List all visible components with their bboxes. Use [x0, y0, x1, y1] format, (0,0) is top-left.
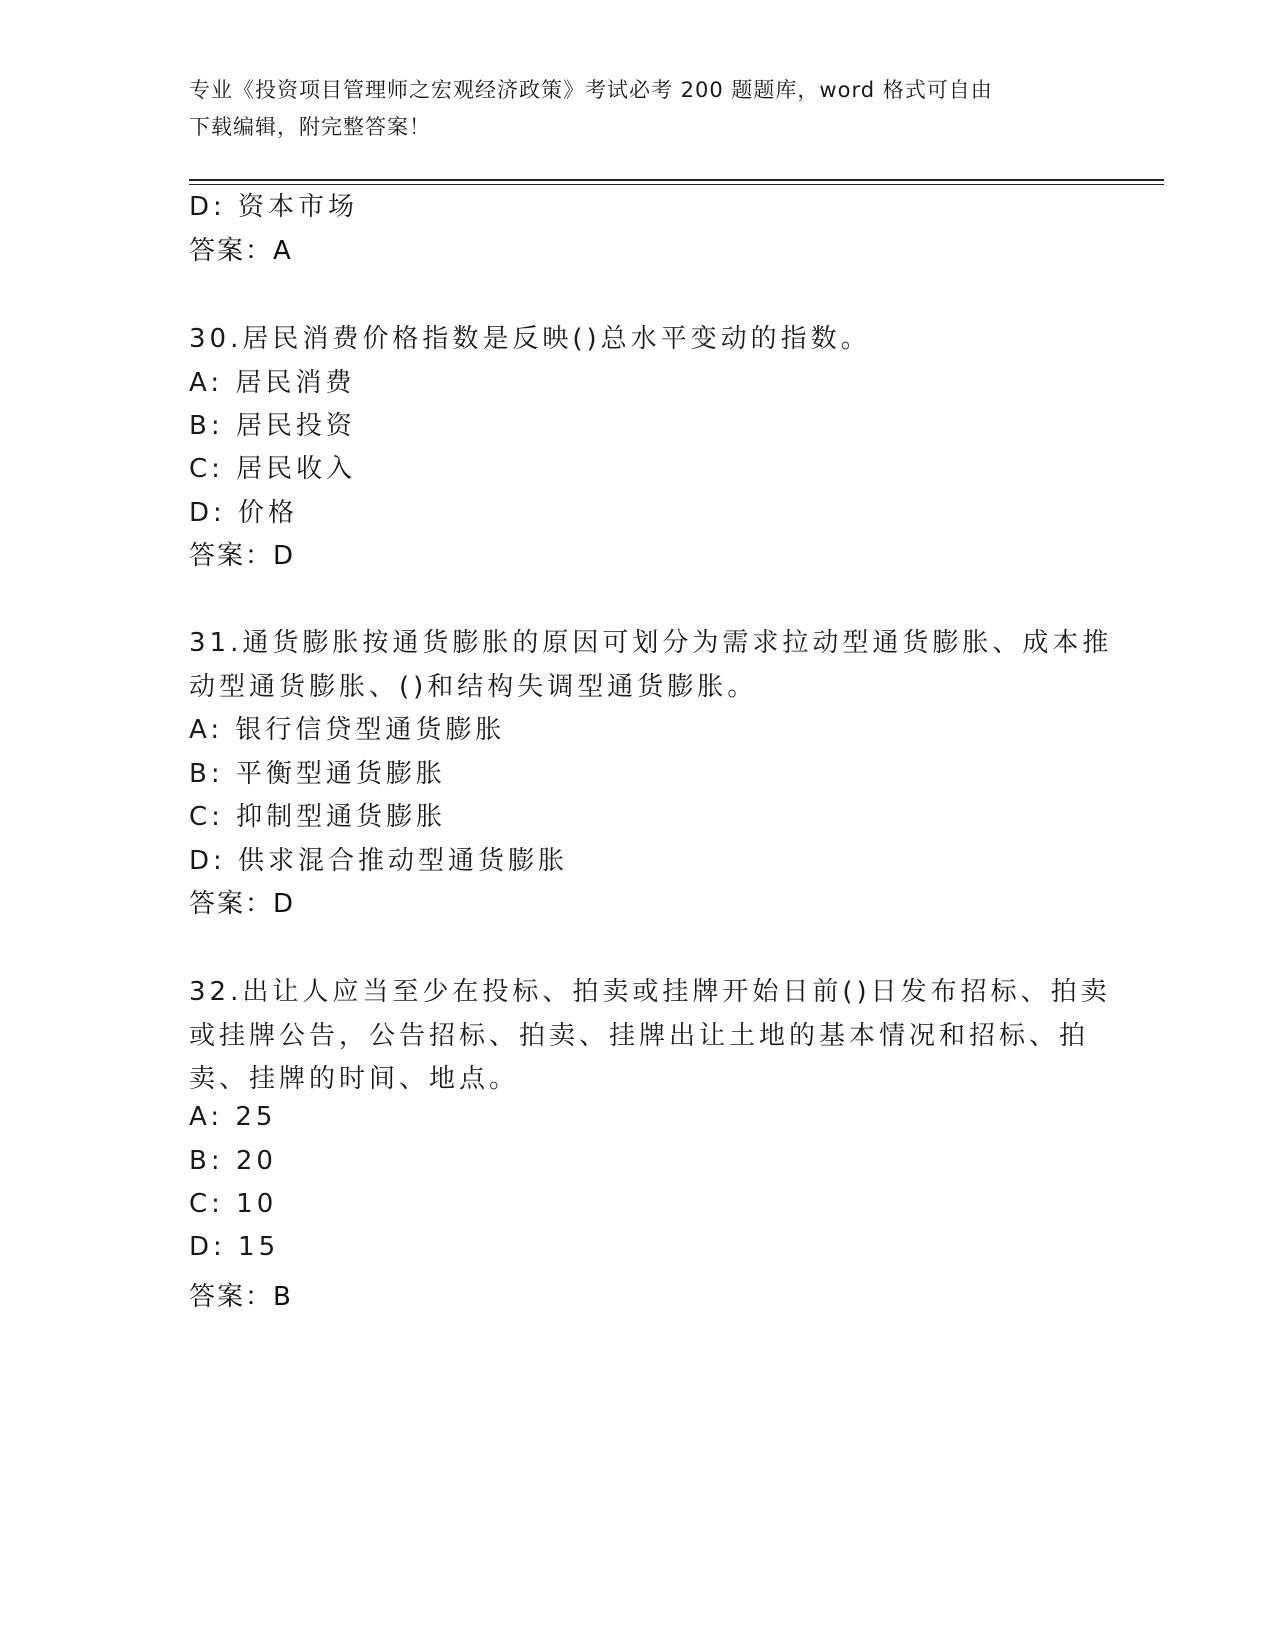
option-c: C: 抑制型通货膨胀 — [189, 802, 447, 832]
header-divider-thin — [189, 184, 1164, 185]
answer-value: D — [273, 889, 296, 919]
option-d: D: 资本市场 — [189, 192, 359, 222]
option-d: D: 供求混合推动型通货膨胀 — [189, 846, 569, 876]
option-c: C: 居民收入 — [189, 454, 357, 484]
question-stem: 32.出让人应当至少在投标、拍卖或挂牌开始日前()日发布招标、拍卖 — [189, 977, 1111, 1007]
option-b: B: 居民投资 — [189, 411, 356, 441]
option-d: D: 价格 — [189, 498, 299, 528]
answer-line — [189, 1276, 293, 1313]
answer-label: 答案： — [189, 541, 274, 571]
option-b: B: 20 — [189, 1146, 277, 1176]
answer-line — [189, 230, 293, 267]
answer-line — [189, 535, 295, 572]
answer-value: B — [273, 1282, 293, 1312]
answer-value: A — [273, 236, 293, 266]
question-stem: 卖、挂牌的时间、地点。 — [189, 1064, 520, 1094]
option-c: C: 10 — [189, 1189, 278, 1219]
question-stem: 或挂牌公告，公告招标、拍卖、挂牌出让土地的基本情况和招标、拍 — [189, 1021, 1090, 1051]
answer-line — [189, 883, 295, 920]
question-stem: 31.通货膨胀按通货膨胀的原因可划分为需求拉动型通货膨胀、成本推 — [189, 628, 1113, 658]
option-a: A: 25 — [189, 1102, 277, 1132]
question-stem: 动型通货膨胀、()和结构失调型通货膨胀。 — [189, 672, 758, 702]
answer-value: D — [273, 541, 296, 571]
option-a: A: 银行信贷型通货膨胀 — [189, 715, 506, 745]
answer-label: 答案： — [189, 1282, 274, 1312]
page-header — [189, 72, 1089, 146]
option-a: A: 居民消费 — [189, 368, 356, 398]
answer-label: 答案： — [189, 889, 274, 919]
question-stem: 30.居民消费价格指数是反映()总水平变动的指数。 — [189, 324, 871, 354]
option-d: D: 15 — [189, 1232, 280, 1262]
header-divider-thick — [189, 179, 1164, 181]
option-b: B: 平衡型通货膨胀 — [189, 759, 446, 789]
header-line-2: 下载编辑，附完整答案！ — [189, 115, 431, 139]
answer-label: 答案： — [189, 236, 274, 266]
header-line-1: 专业《投资项目管理师之宏观经济政策》考试必考 200 题题库，word 格式可自由 — [189, 78, 993, 102]
